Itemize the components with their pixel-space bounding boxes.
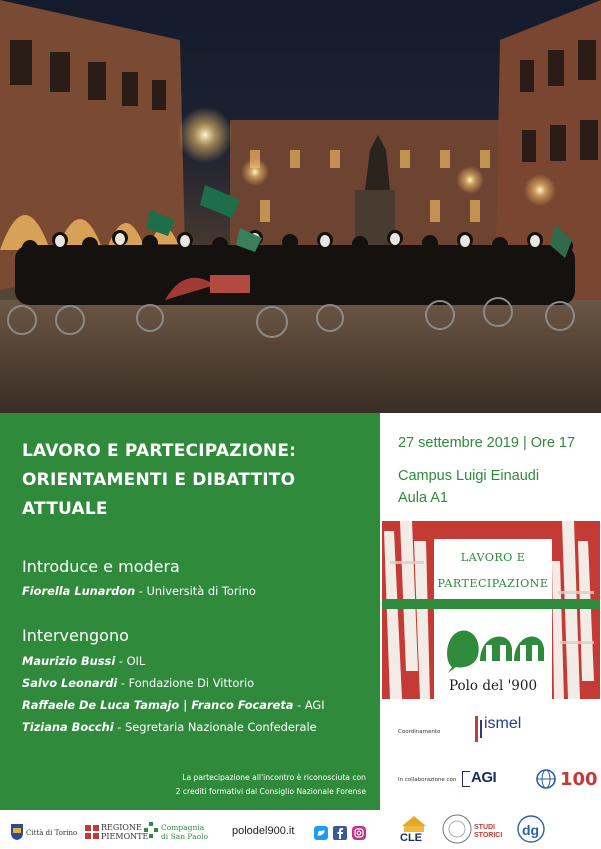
citta-torino-crest-icon: [10, 823, 24, 841]
event-venue: [398, 465, 539, 509]
collaboration-label: In collaborazione con: [398, 777, 457, 783]
speaker-line: [22, 697, 325, 713]
centenary-logo-icon: [560, 767, 598, 791]
event-title-line: ATTUALE: [22, 499, 108, 519]
ilo-logo-icon: [536, 769, 556, 789]
header-photo: [0, 0, 601, 413]
compagnia-label: [161, 823, 208, 841]
agi-logo: AGI: [471, 769, 497, 786]
polo-900-label: Polo del '900: [448, 678, 538, 694]
ismel-logo: ismel: [484, 715, 522, 732]
speaker-line: [22, 719, 317, 735]
speaker-role: - Segretaria Nazionale Confederale: [113, 720, 317, 734]
dg-logo: dg: [522, 822, 540, 838]
speaker-name: Salvo Leonardi: [22, 676, 118, 690]
speaker-name: Maurizio Bussi: [22, 654, 116, 668]
speaker-role: - OIL: [115, 654, 146, 668]
speaker-role: - Fondazione Di Vittorio: [117, 676, 255, 690]
agi-bracket-icon: [462, 771, 470, 787]
compagnia-line: Compagnia: [161, 823, 205, 832]
intro-heading: Introduce e modera: [22, 557, 180, 576]
event-date-time: 27 settembre 2019 | Ore 17: [398, 435, 576, 451]
coordination-label: Coordinamento: [398, 729, 441, 735]
facebook-icon[interactable]: [333, 826, 347, 840]
credits-note-line: 2 crediti formativi dal Consiglio Nazionale Forense: [175, 787, 366, 796]
speaker-name: Tiziana Bocchi: [22, 720, 114, 734]
event-title-line: ORIENTAMENTI E DIBATTITO: [22, 470, 296, 490]
speaker-name: Raffaele De Luca Tamajo | Franco Focareta: [22, 698, 294, 712]
cle-logo: CLE: [400, 832, 422, 844]
moderator-line: [22, 583, 256, 599]
green-band: [382, 599, 600, 609]
series-title-line: PARTECIPAZIONE: [437, 577, 549, 590]
credits-note: [126, 771, 366, 799]
moderator-name: Fiorella Lunardon: [22, 584, 136, 598]
series-logo: [382, 521, 600, 699]
compagnia-line: di San Paolo: [161, 832, 209, 841]
venue-line: Aula A1: [398, 490, 448, 506]
regione-piemonte-label: [101, 823, 148, 841]
event-title-line: LAVORO E PARTECIPAZIONE:: [22, 441, 297, 461]
compagnia-san-paolo-icon: [144, 822, 158, 838]
credits-note-line: La partecipazione all'incontro è riconosciuta con: [182, 773, 366, 782]
speaker-line: [22, 653, 145, 669]
polo-900-icon: [434, 615, 552, 675]
instagram-icon[interactable]: [352, 826, 366, 840]
regione-piemonte-icon: [85, 825, 99, 839]
event-details-column: [380, 413, 601, 810]
citta-torino-label: Città di Torino: [26, 829, 78, 837]
venue-line: Campus Luigi Einaudi: [398, 468, 540, 484]
regione-line: PIEMONTE: [101, 832, 149, 841]
event-title: [22, 437, 362, 524]
twitter-icon[interactable]: [314, 826, 328, 840]
series-title-line: LAVORO E: [460, 551, 526, 564]
event-info-panel: [0, 413, 380, 810]
speaker-line: [22, 675, 254, 691]
moderator-role: - Università di Torino: [135, 584, 256, 598]
studi-storici-logo: STUDI STORICI: [474, 824, 503, 839]
sponsor-footer: [0, 810, 601, 849]
series-logo-card: [434, 539, 552, 699]
university-seal-icon: [440, 812, 474, 846]
speakers-heading: Intervengono: [22, 626, 129, 645]
svg-text:100: 100: [560, 769, 598, 790]
speaker-role: - AGI: [293, 698, 325, 712]
website-link[interactable]: polodel900.it: [232, 825, 295, 837]
regione-line: REGIONE: [101, 823, 142, 832]
